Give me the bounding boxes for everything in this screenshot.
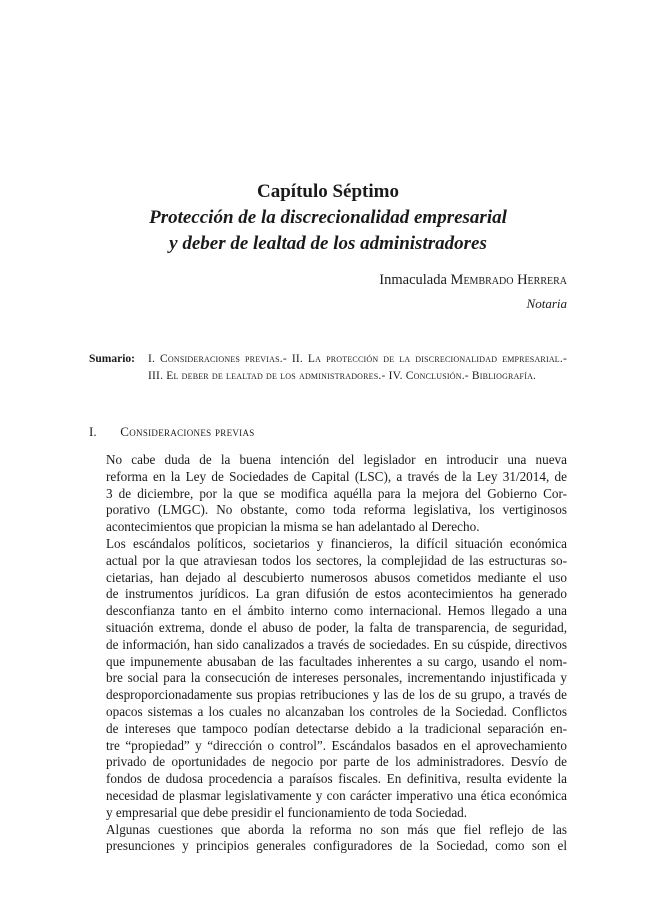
- text-line: de información, han sido canalizados a través de sociedades. En su cúspide, directivos: [106, 636, 567, 652]
- section-number: I.: [89, 424, 97, 439]
- text-line: reforma en la Ley de Sociedades de Capital (LSC), a través de la Ley 31/2014, de: [106, 468, 567, 484]
- paragraph: [89, 822, 567, 856]
- section-heading: [89, 423, 255, 440]
- chapter-title-line-1: Protección de la discrecionalidad empresarial: [149, 207, 507, 228]
- body-text: [89, 452, 567, 855]
- text-line: privado de oportunidades de negocio por parte de los administradores. Desvío de: [106, 754, 567, 770]
- author-first-name: Inmaculada: [379, 272, 447, 288]
- author-surnames: Membrado Herrera: [450, 272, 567, 288]
- text-line: 3 de diciembre, por la que se modifica aquélla para la mejora del Gobierno Cor-: [106, 485, 567, 501]
- section-title: Consideraciones previas: [120, 424, 255, 439]
- paragraph: [89, 536, 567, 822]
- text-line: que impunemente abusaban de las facultades inherentes a su cargo, usando el nom-: [106, 653, 567, 669]
- paragraph: [89, 452, 567, 536]
- text-line: desconfianza tanto en el ámbito interno como internacional. Hemos llegado a una: [106, 603, 567, 619]
- text-line: Algunas cuestiones que aborda la reforma no son más que fiel reflejo de las: [106, 821, 567, 837]
- text-line: Los escándalos políticos, societarios y financieros, la difícil situación económica: [106, 535, 567, 551]
- text-line: opacos sistemas a los cuales no alcanzaban los controles de la Sociedad. Conflictos: [106, 703, 567, 719]
- text-line: acontecimientos que propician la misma se han adelantado al Derecho.: [106, 519, 480, 535]
- text-line: fondos de dudosa procedencia a paraísos fiscales. En definitiva, resulta evidente la: [106, 771, 567, 787]
- summary-text: I. Consideraciones previas.- II. La protección de la discrecionalidad empresarial.- III. El deber de lealtad de los administradores.- IV. Conclusión.- Bibliografía.: [148, 353, 567, 382]
- text-line: tre “propiedad” y “dirección o control”. Escándalos basados en el aprovechamiento: [106, 737, 567, 753]
- chapter-number: Capítulo Séptimo: [257, 181, 399, 202]
- text-line: No cabe duda de la buena intención del legislador en introducir una nueva: [106, 452, 567, 467]
- text-line: bre social para la consecución de intereses personales, incrementando injustificada y: [106, 670, 567, 686]
- text-line: desproporcionadamente sus propias retribuciones y las de los de su grupo, a través de: [106, 687, 567, 703]
- chapter-title-line-2: y deber de lealtad de los administradores: [169, 233, 487, 254]
- text-line: necesidad de plasmar legislativamente y con carácter imperativo una ética económica: [106, 787, 567, 803]
- author-name: [379, 271, 567, 289]
- text-line: presunciones y principios generales configuradores de la Sociedad, como son el: [106, 838, 567, 854]
- author-role: Notaria: [526, 296, 567, 311]
- chapter-heading: [89, 179, 567, 257]
- text-line: situación extrema, donde el abuso de poder, la falta de transparencia, de seguridad,: [106, 619, 567, 635]
- text-line: porativo (LMGC). No obstante, como toda reforma legislativa, los vertiginosos: [106, 502, 567, 518]
- text-line: cietarias, han dejado al descubierto numerosos abusos cometidos mediante el uso: [106, 569, 567, 585]
- text-line: de instrumentos jurídicos. La gran difusión de estos acontecimientos ha generado: [106, 586, 567, 602]
- text-line: y empresarial que debe presidir el funcionamiento de toda Sociedad.: [106, 804, 468, 820]
- summary-block: [89, 351, 567, 384]
- text-line: de intereses que tampoco podían detectarse debido a la tradicional separación en-: [106, 720, 567, 736]
- summary-label: Sumario:: [89, 353, 135, 365]
- text-line: actual por la que atraviesan todos los sectores, la complejidad de las estructuras so-: [106, 552, 567, 568]
